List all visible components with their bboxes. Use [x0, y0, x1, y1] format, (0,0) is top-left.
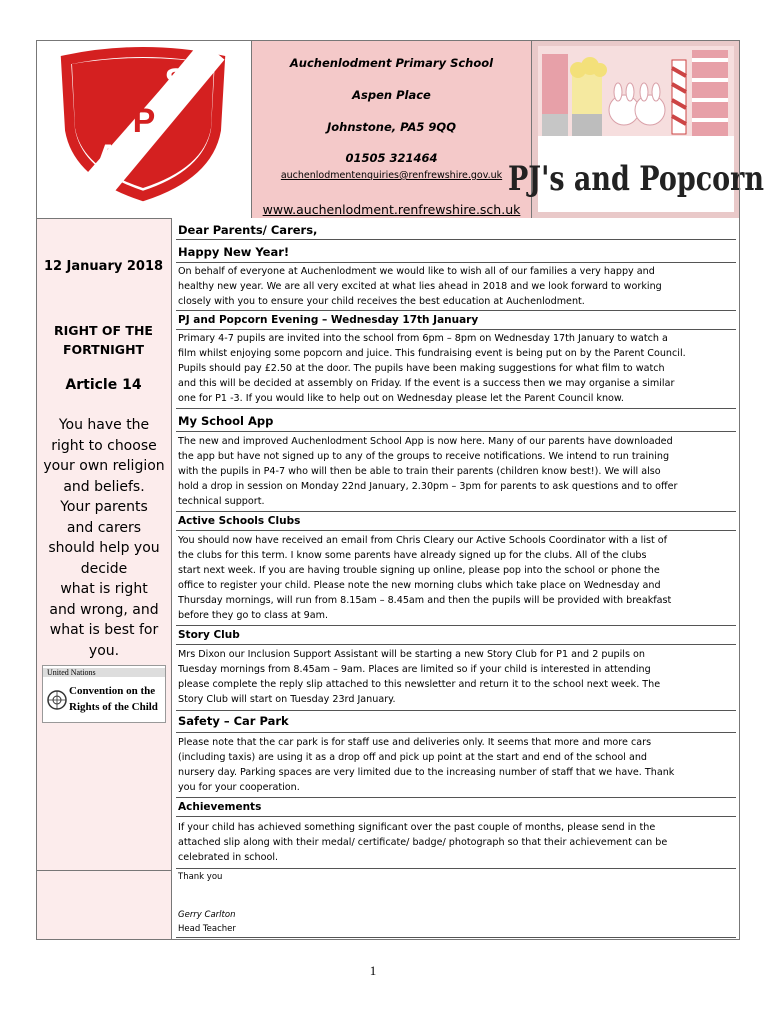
body-line: closely with you to ensure your child receives the best education at Auchenlodment. — [178, 296, 585, 307]
body-line: Please note that the car park is for staff use and deliveries only. It seems that more and more cars — [178, 737, 652, 748]
un-title-line-1: Convention on the — [69, 685, 156, 697]
school-email-link[interactable]: auchenlodmentenquiries@renfrewshire.gov.uk — [280, 170, 503, 181]
section-title-pj-popcorn: PJ and Popcorn Evening – Wednesday 17th January — [178, 314, 479, 326]
body-line: start next week. If you are having trouble signing up online, please pop into the school or phone the — [178, 565, 660, 576]
body-line: Tuesday mornings from 8.45am – 9am. Places are limited so if your child is interested in attending — [178, 664, 651, 675]
body-line: Story Club will start on Tuesday 23rd January. — [178, 694, 396, 705]
pj-popcorn-title: PJ's and Popcorn — [508, 159, 764, 199]
body-line: office to register your child. Please note the new morning clubs which take place on Wednesday and — [178, 580, 661, 591]
right-line: decide — [80, 560, 128, 577]
logo-letter-a: A — [95, 138, 121, 176]
school-name: Auchenlodment Primary School — [289, 56, 494, 70]
right-line: your own religion — [43, 458, 165, 474]
right-line: what is right — [60, 581, 148, 597]
right-line: Your parents — [60, 499, 148, 515]
rotf-line-1: RIGHT OF THE — [54, 323, 153, 338]
body-line: with the pupils in P4-7 who will then be able to train their parents (children know best!). We will also — [178, 466, 661, 477]
body-line: nursery day. Parking spaces are very limited due to the increasing number of staff that we have. Thank — [178, 767, 675, 778]
body-line: you for your cooperation. — [178, 782, 300, 793]
school-website-link[interactable]: www.auchenlodment.renfrewshire.sch.uk — [262, 202, 521, 217]
right-line: right to choose — [51, 437, 157, 454]
article-number: Article 14 — [65, 377, 142, 393]
body-line: The new and improved Auchenlodment School App is now here. Many of our parents have downloaded — [178, 436, 673, 447]
right-line: You have the — [58, 417, 150, 433]
right-line: should help you — [48, 540, 160, 556]
body-line: the clubs for this term. I know some parents have already signed up for the clubs. All of the clubs — [178, 550, 647, 561]
page-number: 1 — [369, 963, 377, 978]
signature-role: Head Teacher — [178, 924, 236, 934]
logo-letter-p: P — [132, 102, 156, 140]
body-line: Mrs Dixon our Inclusion Support Assistant will be starting a new Story Club for P1 and 2 pupils on — [178, 649, 645, 660]
closing-thanks: Thank you — [178, 872, 223, 882]
signature-name: Gerry Carlton — [178, 910, 236, 920]
school-town: Johnstone, PA5 9QQ — [327, 120, 456, 134]
right-line: and beliefs. — [63, 478, 145, 495]
body-line: the app but have not signed up to any of the groups to receive notifications. We intend to run training — [178, 451, 670, 462]
section-title-school-app: My School App — [178, 414, 274, 428]
section-title-active-schools: Active Schools Clubs — [178, 515, 301, 527]
section-title-happy-new-year: Happy New Year! — [178, 245, 290, 259]
body-line: one for P1 -3. If you would like to help out on Wednesday please let the Parent Council know. — [178, 393, 624, 404]
greeting: Dear Parents/ Carers, — [178, 223, 318, 237]
body-line: celebrated in school. — [178, 852, 279, 863]
newsletter-date: 12 January 2018 — [43, 259, 164, 274]
right-line: and carers — [66, 519, 142, 536]
rotf-line-2: FORTNIGHT — [62, 342, 145, 357]
right-line: you. — [88, 642, 120, 659]
body-line: and this will be decided at assembly on Friday. If the event is a success then we may organise a similar — [178, 378, 675, 389]
school-phone: 01505 321464 — [345, 151, 438, 165]
section-title-achievements: Achievements — [178, 801, 262, 813]
body-line: hold a drop in session on Monday 22nd January, 2.30pm – 3pm for parents to ask questions and to offer — [178, 481, 678, 492]
logo-letter-s: S — [164, 62, 188, 100]
page-border — [36, 40, 740, 940]
school-street: Aspen Place — [352, 88, 431, 102]
un-title-line-2: Rights of the Child — [69, 701, 158, 713]
body-line: please complete the reply slip attached to this newsletter and return it to the school next week. The — [178, 679, 661, 690]
body-line: If your child has achieved something significant over the past couple of months, please send in the — [178, 822, 656, 833]
section-title-story-club: Story Club — [178, 629, 240, 641]
right-line: and wrong, and — [49, 601, 159, 618]
body-line: attached slip along with their medal/ certificate/ badge/ photograph so that their achievement can be — [178, 837, 668, 848]
body-line: On behalf of everyone at Auchenlodment we would like to wish all of our families a very happy and — [178, 266, 655, 277]
body-line: technical support. — [178, 496, 265, 507]
body-line: Thursday mornings, will run from 8.15am – 8.45am and then the pupils will be provided with breakfast — [178, 595, 672, 606]
un-label: United Nations — [43, 668, 165, 677]
body-line: (including taxis) are using it as a drop off and pick up point at the start and end of the school and — [178, 752, 647, 763]
body-line: film whilst enjoying some popcorn and juice. This fundraising event is being put on by the Parent Council. — [178, 348, 686, 359]
body-line: Pupils should pay £2.50 at the door. The pupils have been making suggestions for what film to watch — [178, 363, 665, 374]
section-title-car-park: Safety – Car Park — [178, 714, 289, 728]
right-line: what is best for — [49, 622, 159, 638]
newsletter-page — [36, 40, 764, 940]
body-line: Primary 4-7 pupils are invited into the school from 6pm – 8pm on Wednesday 17th January to watch a — [178, 333, 668, 344]
body-line: healthy new year. We are all very excited at what lies ahead in 2018 and we look forward to working — [178, 281, 662, 292]
body-line: You should now have received an email from Chris Cleary our Active Schools Coordinator with a list of — [178, 535, 668, 546]
body-line: before they go to class at 9am. — [178, 610, 329, 621]
